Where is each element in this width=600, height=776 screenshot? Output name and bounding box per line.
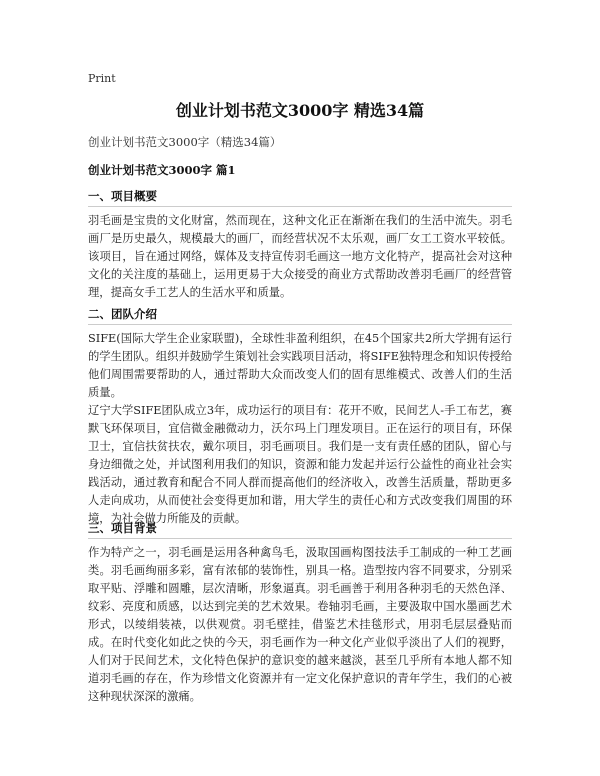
- section-paragraph: SIFE(国际大学生企业家联盟)，全球性非盈利组织，在45个国家共2所大学拥有运行的学生团队。组织并鼓励学生策划社会实践项目活动，将SIFE独特理念和知识传授给他们周围需要帮助的人，通过帮助大众而改变人们的固有思维模式、改善人们的生活质量。: [88, 332, 512, 399]
- section-heading-overview: 一、项目概要: [88, 189, 157, 203]
- section-divider: [88, 324, 512, 325]
- print-label[interactable]: Print: [88, 72, 116, 85]
- section-paragraph: 作为特产之一，羽毛画是运用各种禽鸟毛，汲取国画构图技法手工制成的一种工艺画类。羽毛画绚丽多彩，富有浓郁的装饰性，别具一格。造型按内容不同要求，分别采取平贴、浮雕和圆雕，层次清晰，形象逼真。羽毛画善于利用各种羽毛的天然色泽、纹彩、亮度和质感，以达到完美的艺术效果。卷轴羽毛画，主要汲取中国水墨画艺术形式，以绫绢装裱，以供观赏。羽毛壁挂，借鉴艺术挂毯形式，用羽毛层层叠贴而成。在时代变化如此之快的今天，羽毛画作为一种文化产业似乎淡出了人们的视野，人们对于民间艺术，文化特色保护的意识变的越来越淡，甚至几乎所有本地人都不知道羽毛画的存在，作为珍惜文化资源并有一定文化保护意识的青年学生，我们的心被这种现状深深的激痛。: [88, 546, 512, 703]
- page-title: 创业计划书范文3000字 精选34篇: [175, 101, 425, 120]
- section-paragraph: 羽毛画是宝贵的文化财富，然而现在，这种文化正在渐渐在我们的生活中流失。羽毛画厂是历史最久，规模最大的画厂，而经营状况不太乐观，画厂女工工资水平较低。该项目，旨在通过网络，媒体及支持宣传羽毛画这一地方文化特产，提高社会对这种文化的关注度的基础上，运用更易于大众接受的商业方式帮助改善羽毛画厂的经营管理，提高女手工艺人的生活水平和质量。: [88, 214, 512, 299]
- section-divider: [88, 206, 512, 207]
- section-paragraph: 辽宁大学SIFE团队成立3年，成功运行的项目有：花开不败，民间艺人-手工布艺，赛默飞环保项目，宜信微金融微动力，沃尔玛上门理发项目。正在运行的项目有，环保卫士，宜信扶贫扶农，戴尔项目，羽毛画项目。我们是一支有责任感的团队，留心与身边细微之处，并试图利用我们的知识，资源和能力发起并运行公益性的商业社会实践活动，通过教育和配合不同人群而提高他们的经济收入，改善生活质量，帮助更多人走向成功，从而使社会变得更加和谐，用大学生的责任心和方式改变我们周围的环境，为社会做力所能及的贡献。: [88, 404, 512, 525]
- document-subtitle: 创业计划书范文3000字（精选34篇）: [88, 135, 282, 149]
- section-heading-background: 三、项目背景: [88, 521, 157, 535]
- section-divider: [88, 538, 512, 539]
- section-heading-team: 二、团队介绍: [88, 307, 157, 321]
- article-heading: 创业计划书范文3000字 篇1: [88, 163, 236, 177]
